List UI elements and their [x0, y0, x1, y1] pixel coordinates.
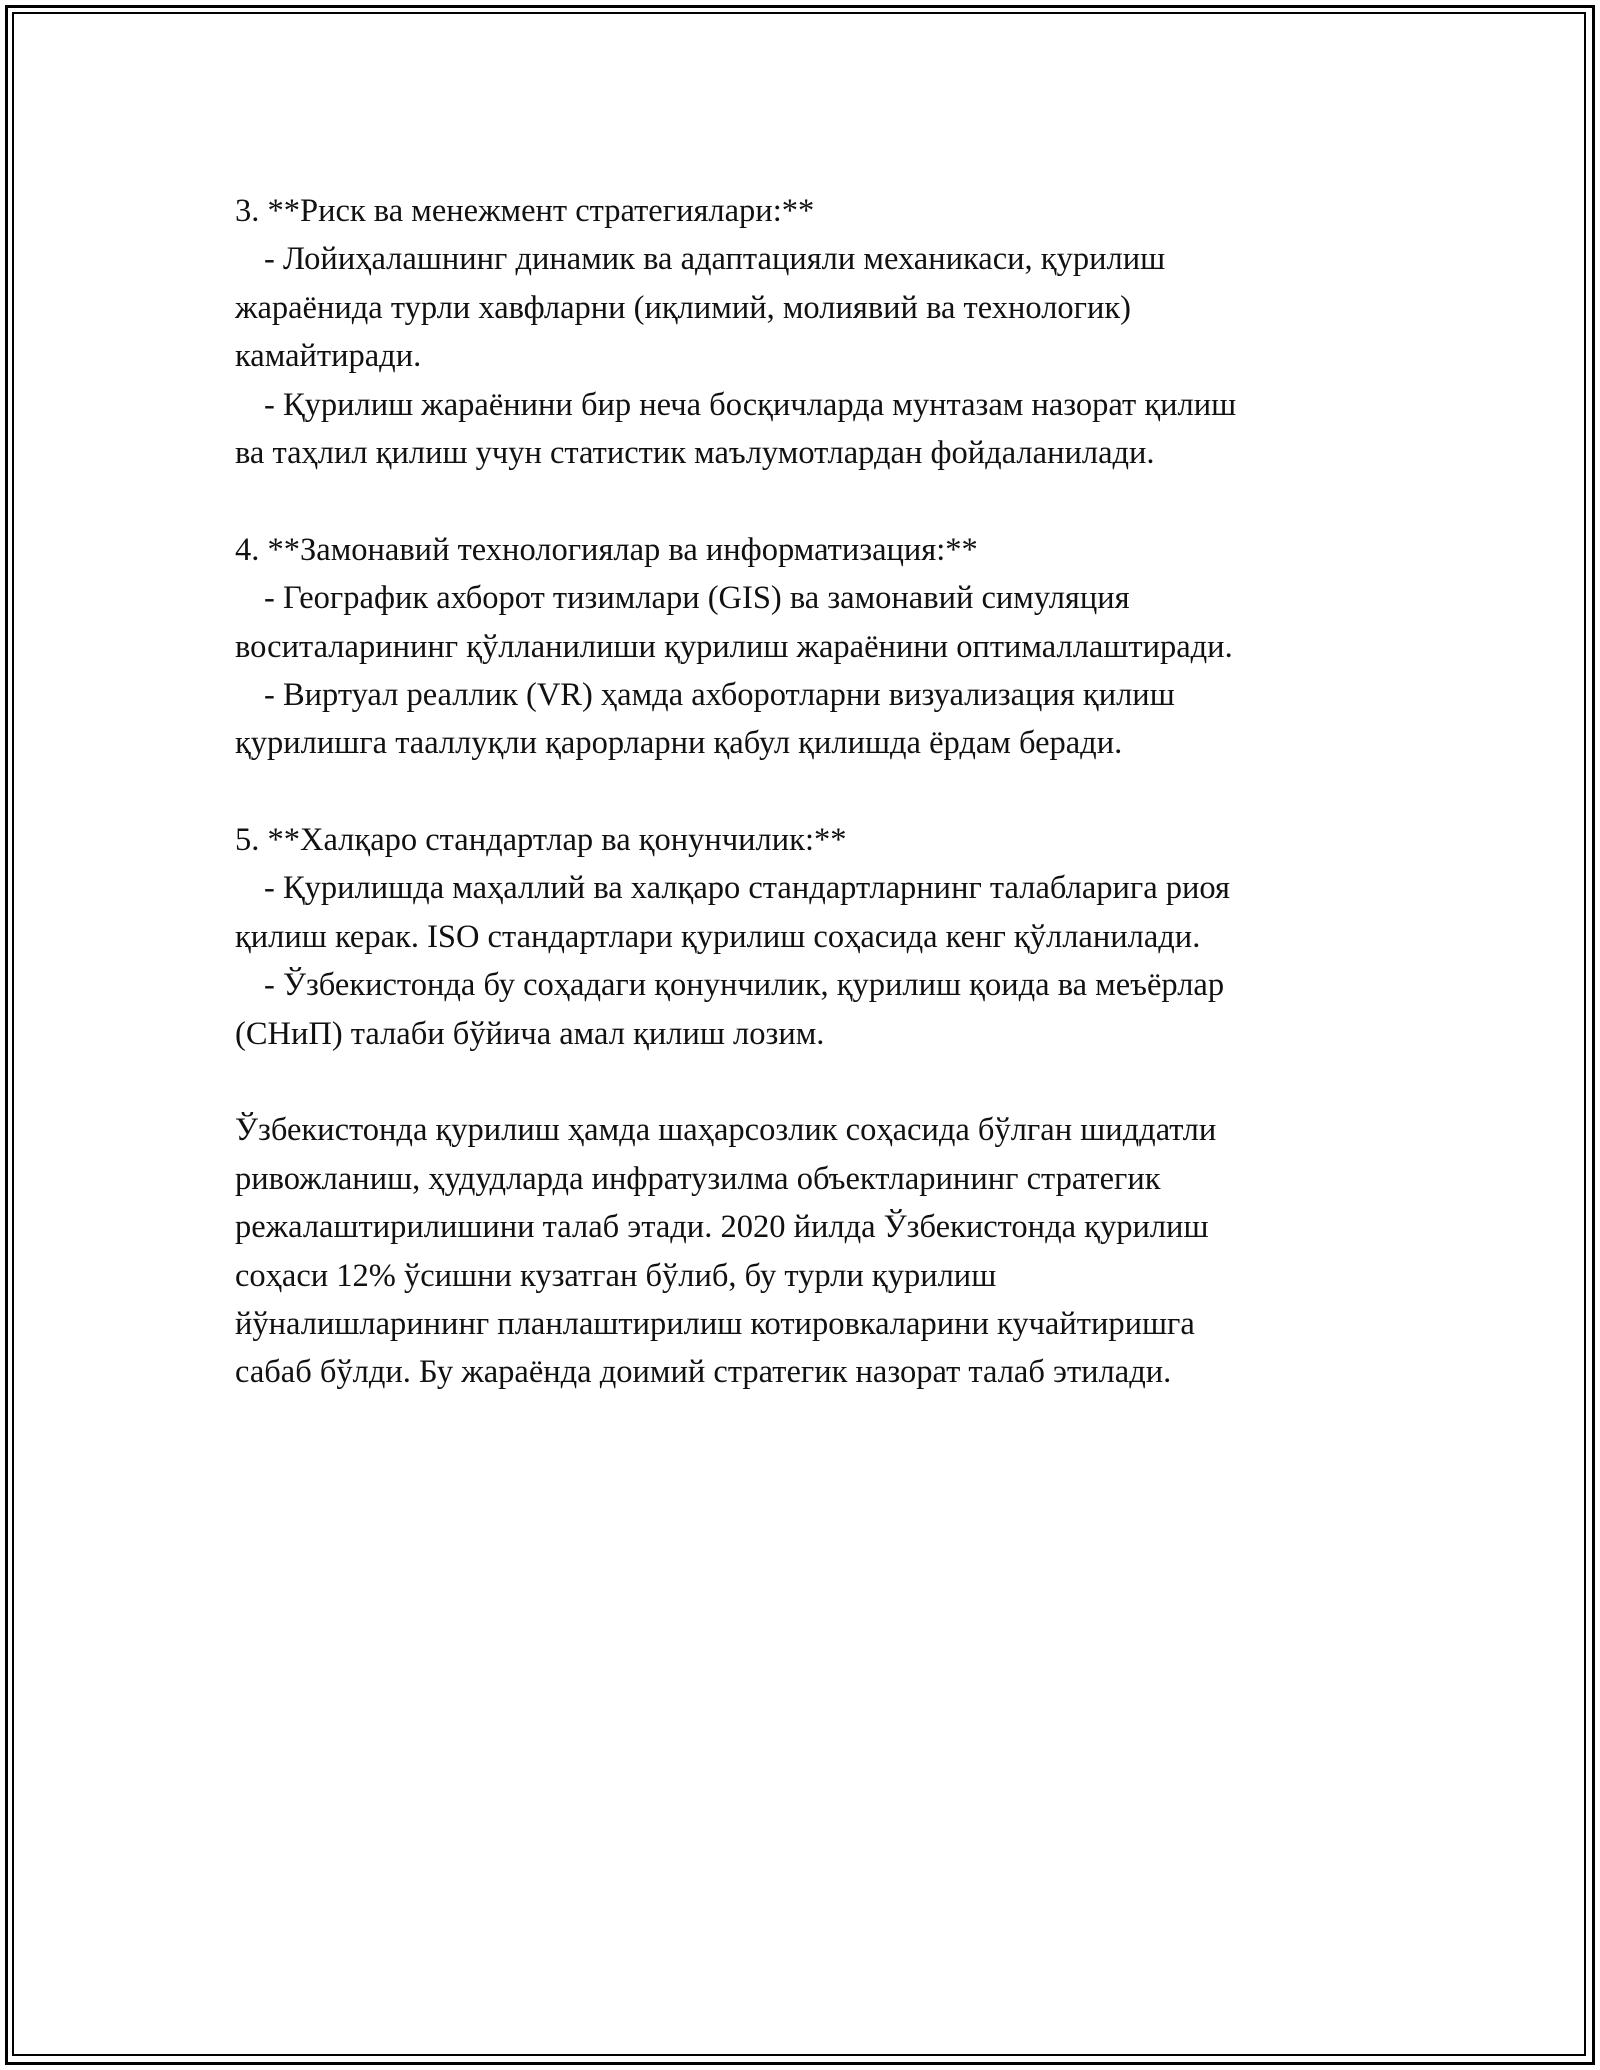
paragraph-line: сабаб бўлди. Бу жараёнда доимий стратегик назорат талаб этилади.: [235, 1354, 1172, 1391]
bullet-line: - Ўзбекистонда бу соҳадаги қонунчилик, қурилиш қоида ва меъёрлар: [264, 967, 1225, 1004]
document-body: [235, 187, 1405, 1397]
section-heading: 3. **Риск ва менежмент стратегиялари:**: [235, 193, 815, 229]
paragraph-line: соҳаси 12% ўсишни кузатган бўлиб, бу турли қурилиш: [235, 1257, 997, 1294]
section-heading: 4. **Замонавий технологиялар ва информатизация:**: [235, 531, 978, 568]
section-modern-technologies: [235, 526, 1405, 768]
section-risk-management: [235, 187, 1405, 477]
bullet-line: жараёнида турли хавфларни (иқлимий, молиявий ва технологик): [235, 289, 1132, 326]
paragraph-gap: [235, 477, 1405, 525]
paragraph-gap: [235, 1058, 1405, 1106]
bullet-line: камайтиради.: [235, 338, 422, 375]
bullet-line: воситаларининг қўлланилиши қурилиш жараёнини оптималлаштиради.: [235, 628, 1233, 665]
bullet-line: - Қурилиш жараёнини бир неча босқичларда мунтазам назорат қилиш: [264, 386, 1237, 423]
paragraph-line: режалаштирилишини талаб этади. 2020 йилда Ўзбекистонда қурилиш: [235, 1209, 1209, 1246]
bullet-line: - Географик ахборот тизимлари (GIS) ва замонавий симуляция: [264, 580, 1130, 617]
bullet-line: қурилишга тааллуқли қарорларни қабул қилишда ёрдам беради.: [235, 725, 1123, 762]
bullet-line: - Қурилишда маҳаллий ва халқаро стандартларнинг талабларига риоя: [264, 870, 1230, 907]
closing-paragraph: [235, 1106, 1405, 1396]
bullet-line: ва таҳлил қилиш учун статистик маълумотлардан фойдаланилади.: [235, 434, 1155, 471]
paragraph-line: Ўзбекистонда қурилиш ҳамда шаҳарсозлик соҳасида бўлган шиддатли: [235, 1112, 1217, 1149]
bullet-line: - Виртуал реаллик (VR) ҳамда ахборотларни визуализация қилиш: [264, 676, 1175, 713]
paragraph-gap: [235, 768, 1405, 816]
paragraph-line: ривожланиш, ҳудудларда инфратузилма объектларининг стратегик: [235, 1160, 1161, 1197]
paragraph-line: йўналишларининг планлаштирилиш котировкаларини кучайтиришга: [235, 1305, 1195, 1342]
bullet-line: (СНиП) талаби бўйича амал қилиш лозим.: [235, 1015, 825, 1052]
section-heading: 5. **Халқаро стандартлар ва қонунчилик:**: [235, 822, 847, 859]
section-international-standards: [235, 816, 1405, 1058]
bullet-line: қилиш керак. ISO стандартлари қурилиш соҳасида кенг қўлланилади.: [235, 918, 1201, 955]
bullet-line: - Лойиҳалашнинг динамик ва адаптацияли механикаси, қурилиш: [264, 241, 1166, 278]
